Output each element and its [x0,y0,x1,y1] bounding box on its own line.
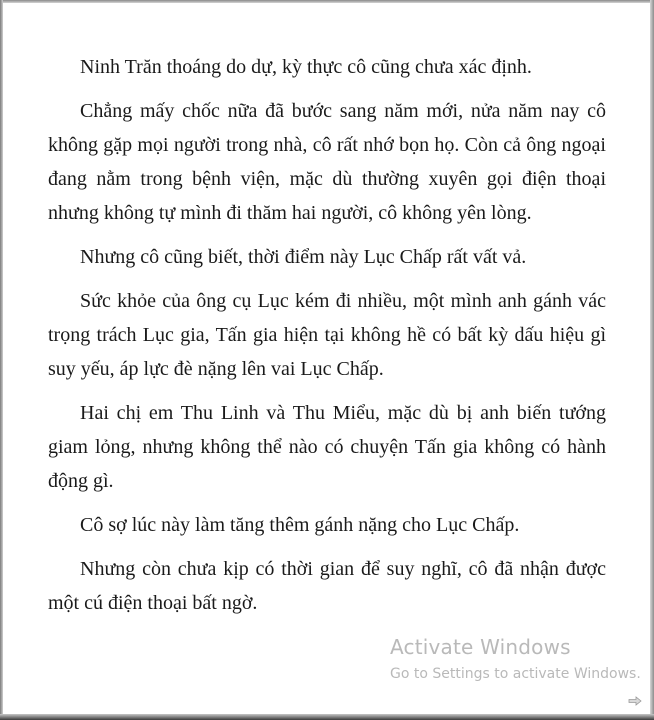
window-edge-top [0,0,654,3]
paragraph-1: Ninh Trăn thoáng do dự, kỳ thực cô cũng chưa xác định. [80,56,532,78]
window-edge-left [0,0,3,720]
paragraph-3: Nhưng cô cũng biết, thời điểm này Lục Chấp rất vất vả. [80,246,527,268]
window-edge-bottom [0,714,654,720]
watermark-title: Activate Windows [390,635,571,659]
paragraph-4: Sức khỏe của ông cụ Lục kém đi nhiều, một mình anh gánh vác trọng trách Lục gia, Tấn gia hiện tại không hề có bất kỳ dấu hiệu gì suy yếu, áp lực đè nặng lên vai Lục Chấp. [48,290,606,380]
watermark-subtitle: Go to Settings to activate Windows. [390,666,641,682]
arrow-right-icon [628,696,642,706]
paragraph-7: Nhưng còn chưa kịp có thời gian để suy nghĩ, cô đã nhận được một cú điện thoại bất ngờ. [48,558,606,614]
paragraph-6: Cô sợ lúc này làm tăng thêm gánh nặng cho Lục Chấp. [80,514,520,536]
window-edge-right [650,0,654,720]
paragraph-5: Hai chị em Thu Linh và Thu Miểu, mặc dù bị anh biến tướng giam lỏng, nhưng không thể nào có chuyện Tấn gia không có hành động gì. [48,402,606,492]
activation-watermark [390,634,641,684]
paragraph-2: Chẳng mấy chốc nữa đã bước sang năm mới, nửa năm nay cô không gặp mọi người trong nhà, cô rất nhớ bọn họ. Còn cả ông ngoại đang nằm trong bệnh viện, mặc dù thường xuyên gọi điện thoại nhưng không tự mình đi thăm hai người, cô không yên lòng. [48,100,606,224]
